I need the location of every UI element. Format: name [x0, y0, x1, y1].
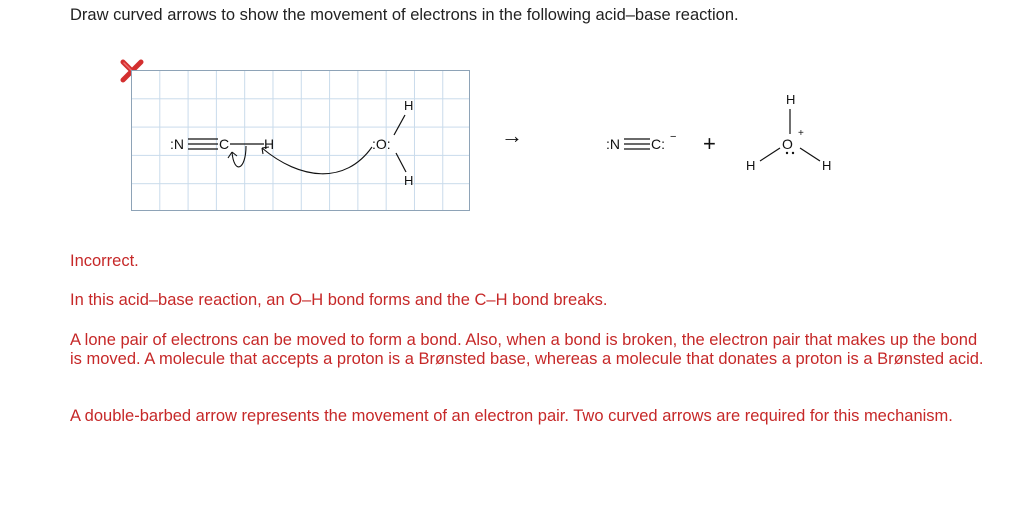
- feedback-status: Incorrect.: [70, 252, 139, 270]
- reactant-n-label: :N: [170, 136, 184, 152]
- plus-sign: +: [703, 131, 716, 156]
- hydronium-oh-bond-left: [760, 148, 780, 161]
- hydronium-charge: +: [798, 128, 804, 139]
- reactant-h-label: H: [264, 136, 275, 152]
- drawing-canvas[interactable]: [131, 70, 470, 211]
- product-triple-bond: [624, 139, 650, 149]
- reactant-c-label: C: [219, 136, 230, 152]
- product-c-label: C:: [651, 136, 665, 152]
- reaction-arrow: →: [501, 123, 523, 148]
- hydronium-o-label: O: [782, 136, 793, 152]
- cyanide-charge: −: [670, 131, 677, 143]
- feedback-line-1: In this acid–base reaction, an O–H bond forms and the C–H bond breaks.: [70, 291, 608, 309]
- water-h-bottom: H: [404, 173, 414, 188]
- water-o-label: :O:: [372, 136, 391, 152]
- feedback-line-3: A double-barbed arrow represents the movement of an electron pair. Two curved arrows are required for this mechanism.: [70, 407, 953, 425]
- hydronium-h-top: H: [786, 92, 796, 107]
- product-n-label: :N: [606, 136, 620, 152]
- water-h-top: H: [404, 98, 414, 113]
- hydronium-h-right: H: [822, 158, 832, 173]
- feedback-line-2: A lone pair of electrons can be moved to form a bond. Also, when a bond is broken, the electron pair that makes up the bond is moved. A molecule that accepts a proton is a Brønsted base, whereas a molecule that donates a proton is a Brønsted acid.: [70, 331, 984, 368]
- question-text: Draw curved arrows to show the movement of electrons in the following acid–base reaction.: [70, 6, 739, 24]
- hydronium-lone-pair: [786, 152, 794, 154]
- hydronium-oh-bond-right: [800, 148, 820, 161]
- hydronium-h-left: H: [746, 158, 756, 173]
